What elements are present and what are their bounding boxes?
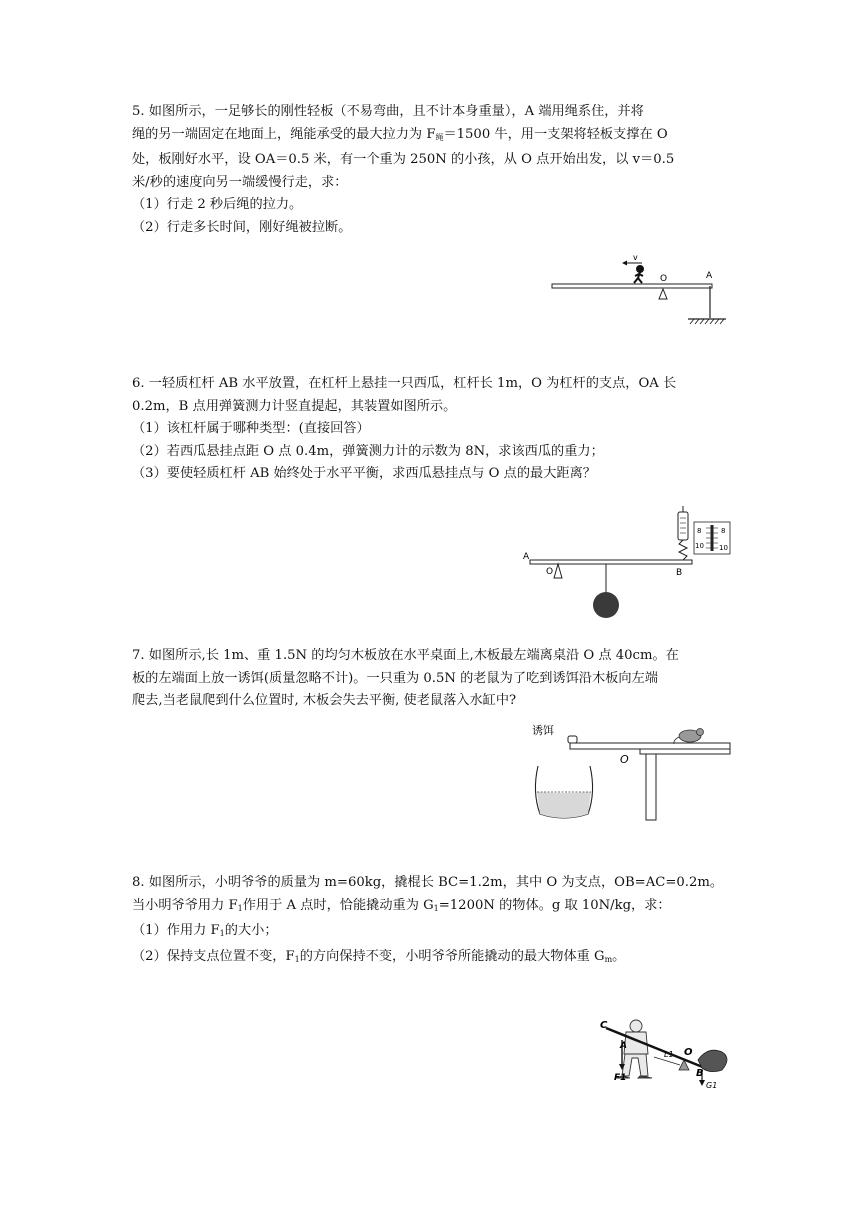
q5-line-2: 绳的另一端固定在地面上，绳能承受的最大拉力为 $F_绳=1500$ 牛，用一支架将轻板支撑在 O [132,126,668,142]
label-b: B [676,568,683,578]
label-o: O [546,567,554,577]
q5-line-4: 米/秒的速度向另一端缓慢行走，求： [132,174,348,190]
question-6 [132,373,732,486]
table-top [640,749,730,754]
q7-line-2: 板的左端面上放一诱饵(质量忽略不计)。一只重为 0.5N 的老鼠为了吃到诱饵沿木板向左端 [132,670,658,686]
label-a: A [706,271,713,281]
water-tank [535,766,592,818]
label-o: O [684,1047,693,1058]
question-8 [132,872,732,971]
q8-line-2: 当小明爷爷用力 $F_1$作用于 A 点时，恰能撬动重为 $G_1=1200N$ 的物体。g 取 10N/kg，求： [132,897,671,913]
q5-line-5: （1）行走 2 秒后绳的拉力。 [132,197,303,212]
q8-line-1: 8. 如图所示，小明爷爷的质量为 m=60kg，撬棍长 BC=1.2m，其中 O 为支点，OB=AC=0.2m。 [132,875,724,890]
lever-ab [530,560,692,564]
q6-line-1: 6. 一轻质杠杆 AB 水平放置，在杠杆上悬挂一只西瓜，杠杆长 1m，O 为杠杆的支点，OA 长 [132,376,677,391]
q8-line-3: （1）作用力 $F_1$的大小； [132,923,278,938]
q7-line-1: 7. 如图所示,长 1m、重 1.5N 的均匀木板放在水平桌面上,木板最左端离桌沿 O 点 40cm。在 [132,648,679,663]
q5-line-3: 处，板刚好水平，设 OA＝0.5 米，有一个重为 250N 的小孩，从 O 点开始出发，以 v＝0.5 [132,152,675,167]
q5-line-1: 5. 如图所示，一足够长的刚性轻板（不易弯曲，且不计本身重量），A 端用绳系住，并将 [132,104,644,119]
label-bait: 诱饵 [532,724,554,737]
q6-line-5: （3）要使轻质杠杆 AB 始终处于水平平衡，求西瓜悬挂点与 O 点的最大距离？ [132,466,596,481]
wooden-board [570,743,730,749]
q5-figure [548,253,730,326]
q6-line-3: （1）该杠杆属于哪种类型：(直接回答） [132,421,370,436]
bait-block [568,736,577,743]
mouse [674,729,704,745]
scale-10-right: 10 [719,544,728,552]
q8-line-4: （2）保持支点位置不变，$F_1$的方向保持不变，小明爷爷所能撬动的最大物体重 $G_m$。 [132,948,626,964]
question-7 [132,645,732,713]
fulcrum-support [659,289,667,299]
label-f1: F1 [614,1073,627,1083]
label-v: v [633,253,638,262]
q6-line-4: （2）若西瓜悬挂点距 O 点 0.4m，弹簧测力计的示数为 8N，求该西瓜的重力； [132,443,604,459]
label-a: A [523,552,530,562]
q7-line-3: 爬去,当老鼠爬到什么位置时, 木板会失去平衡, 使老鼠落入水缸中? [132,693,517,708]
label-l1: L1 [664,1050,674,1059]
scale-8-right: 8 [721,527,726,535]
child-figure [634,266,643,283]
scale-8-left: 8 [697,527,702,535]
fulcrum-support [554,564,562,578]
label-c: C [600,1020,608,1031]
q8-figure [598,1014,732,1090]
scale-reading-inset [694,522,730,554]
q6-line-2: 0.2m，B 点用弹簧测力计竖直提起，其装置如图所示。 [132,398,457,414]
watermelon [593,592,619,618]
ground-hatch [690,319,724,324]
q6-figure [520,506,732,626]
q5-line-6: （2）行走多长时间，刚好绳被拉断。 [132,219,352,235]
label-o: O [620,753,629,766]
q7-figure [528,720,734,824]
label-a: A [620,1041,627,1051]
label-b: B [696,1068,704,1079]
table-leg [646,754,656,820]
label-g1: G1 [706,1081,718,1090]
label-o: O [660,274,668,284]
question-5 [132,101,732,239]
spring-scale [678,506,688,560]
scale-10-left: 10 [695,542,704,550]
